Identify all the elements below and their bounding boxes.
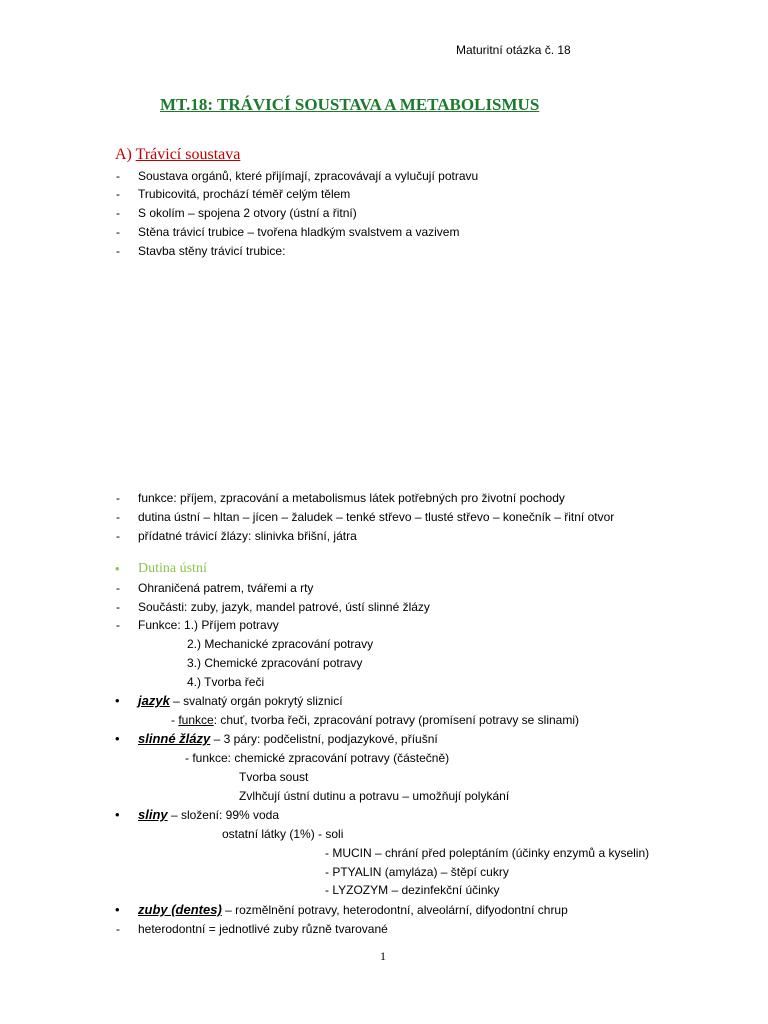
term-label: slinné žlázy bbox=[138, 731, 211, 746]
term-label: sliny bbox=[138, 807, 168, 822]
zlazy-funkce: - funkce: chemické zpracování potravy (částečně) bbox=[185, 751, 450, 765]
term-description: – složení: 99% voda bbox=[167, 808, 280, 822]
subsection-title: Dutina ústní bbox=[138, 561, 207, 576]
sliny-line: ostatní látky (1%) - soli bbox=[222, 827, 344, 841]
list-item-text: Soustava orgánů, které přijímají, zpracovávají a vylučují potravu bbox=[138, 169, 479, 183]
dash-marker: - bbox=[116, 600, 120, 614]
list-item-text: Stěna trávicí trubice – tvořena hladkým svalstvem a vazivem bbox=[138, 225, 460, 239]
term-label: zuby (dentes) bbox=[138, 902, 222, 917]
term-description: – 3 páry: podčelistní, podjazykové, příušní bbox=[210, 732, 438, 746]
zlazy-funkce: Tvorba soust bbox=[239, 770, 309, 784]
list-item-text: heterodontní = jednotlivé zuby různě tvarované bbox=[138, 922, 388, 936]
dash-marker: - bbox=[116, 529, 120, 543]
page-title: MT.18: TRÁVICÍ SOUSTAVA A METABOLISMUS bbox=[160, 95, 540, 114]
section-a-heading bbox=[115, 145, 240, 165]
list-item-text: Trubicovitá, prochází téměř celým tělem bbox=[138, 187, 351, 201]
bullet-icon: • bbox=[115, 902, 120, 917]
sliny-line: - PTYALIN (amyláza) – štěpí cukry bbox=[325, 865, 509, 879]
zlazy-funkce: Zvlhčují ústní dutinu a potravu – umožňují polykání bbox=[239, 789, 510, 803]
section-a-title: Trávicí soustava bbox=[135, 146, 241, 163]
bullet-icon: • bbox=[115, 807, 120, 822]
page-number: 1 bbox=[380, 949, 386, 963]
list-item-text: Funkce: 1.) Příjem potravy bbox=[138, 618, 279, 632]
sub-prefix: - bbox=[171, 713, 179, 727]
term-description: – svalnatý orgán pokrytý sliznicí bbox=[169, 694, 343, 708]
dash-marker: - bbox=[116, 618, 120, 632]
jazyk-funkce bbox=[171, 712, 579, 728]
dash-marker: - bbox=[116, 491, 120, 505]
dash-marker: - bbox=[116, 187, 120, 201]
dash-marker: - bbox=[116, 169, 120, 183]
question-label: Maturitní otázka č. 18 bbox=[456, 43, 571, 57]
bullet-icon: • bbox=[115, 693, 120, 708]
list-item-text: Stavba stěny trávicí trubice: bbox=[138, 244, 286, 258]
dash-marker: - bbox=[116, 244, 120, 258]
sub-label: funkce bbox=[178, 713, 214, 727]
dash-marker: - bbox=[116, 206, 120, 220]
sliny-line: - MUCIN – chrání před poleptáním (účinky enzymů a kyselin) bbox=[325, 846, 650, 860]
dash-marker: - bbox=[116, 922, 120, 936]
sliny-line: - LYZOZYM – dezinfekční účinky bbox=[325, 883, 500, 897]
list-item-text: přídatné trávicí žlázy: slinivka břišní, játra bbox=[138, 529, 357, 543]
list-item-text: Součásti: zuby, jazyk, mandel patrové, ústí slinné žlázy bbox=[138, 600, 430, 614]
funkce-subitem: 3.) Chemické zpracování potravy bbox=[187, 656, 363, 670]
term-label: jazyk bbox=[138, 693, 170, 708]
dash-marker: - bbox=[116, 581, 120, 595]
term-description: – rozmělnění potravy, heterodontní, alveolární, difyodontní chrup bbox=[221, 903, 568, 917]
bullet-icon: • bbox=[115, 561, 120, 576]
sub-text: : chuť, tvorba řeči, zpracování potravy (promísení potravy se slinami) bbox=[213, 713, 580, 727]
list-item-text: S okolím – spojena 2 otvory (ústní a řitní) bbox=[138, 206, 357, 220]
list-item-text: dutina ústní – hltan – jícen – žaludek – tenké střevo – tlusté střevo – konečník – řitní otvor bbox=[138, 510, 615, 524]
list-item-text: funkce: příjem, zpracování a metabolismus látek potřebných pro životní pochody bbox=[138, 491, 565, 505]
bullet-icon: • bbox=[115, 731, 120, 746]
funkce-subitem: 2.) Mechanické zpracování potravy bbox=[187, 637, 374, 651]
dash-marker: - bbox=[116, 225, 120, 239]
dash-marker: - bbox=[116, 510, 120, 524]
section-a-letter: A) bbox=[115, 146, 132, 163]
list-item-text: Ohraničená patrem, tvářemi a rty bbox=[138, 581, 314, 595]
funkce-subitem: 4.) Tvorba řeči bbox=[187, 675, 265, 689]
